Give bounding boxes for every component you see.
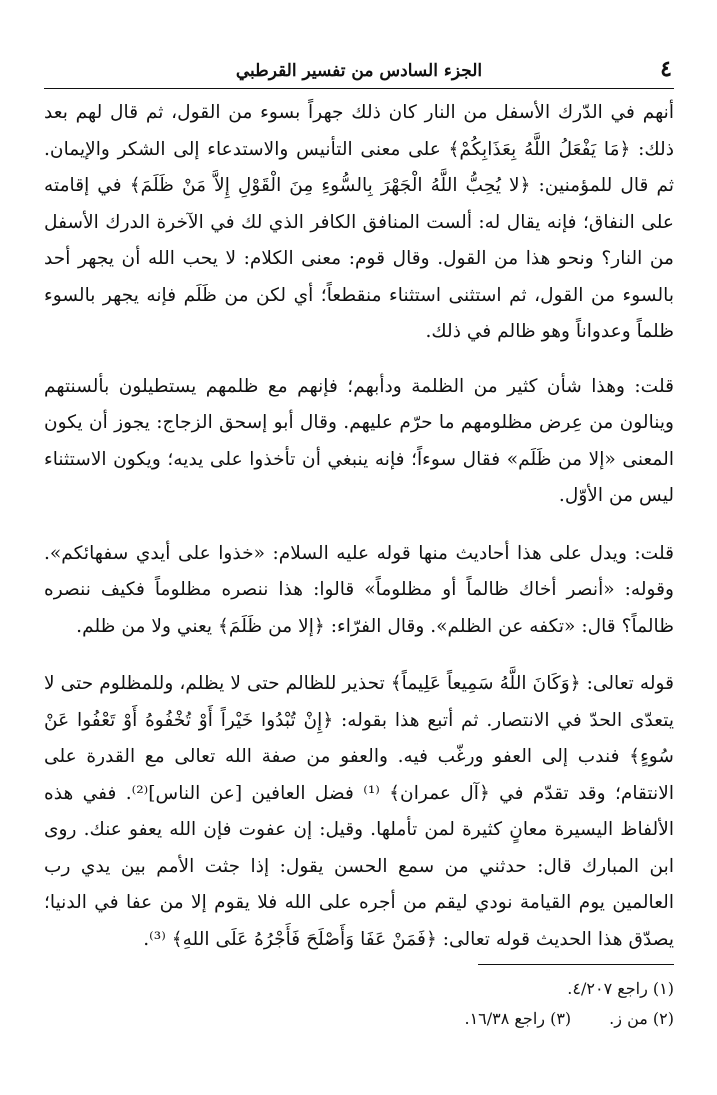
- footnote-3: (٣) راجع ١٦/٣٨.: [464, 1009, 572, 1028]
- footnote-line: [44, 1004, 674, 1034]
- page-number: ٤: [660, 56, 672, 82]
- paragraph: قلت: ويدل على هذا أحاديث منها قوله عليه السلام: «خذوا على أيدي سفهائكم». وقوله: «أنصر أخاك ظالماً أو مظلوماً» قالوا: هذا ننصره مظلوماً فكيف ننصره ظالماً؟ قال: «تكفه عن الظلم». وقال الفرّاء: ﴿إلا من ظَلَمَ﴾ يعني ولا من ظلم.: [44, 542, 674, 637]
- paragraph: قوله تعالى: ﴿وَكَانَ اللَّهُ سَمِيعاً عَلِيماً﴾ تحذير للظالم حتى لا يظلم، وللمظلوم حتى لا يتعدّى الحدّ في الانتصار. ثم أتبع هذا بقوله: ﴿إِنْ تُبْدُوا خَيْراً أَوْ تُخْفُوهُ أَوْ تَعْفُوا عَنْ سُوءٍ﴾ فندب إلى العفو ورغّب فيه. والعفو من صفة الله تعالى مع القدرة على الانتقام؛ وقد تقدّم في ﴿آل عمران﴾ ⁽¹⁾ فضل العافين [عن الناس]⁽²⁾. ففي هذه الألفاظ اليسيرة معانٍ كثيرة لمن تأملها. وقيل: إن عفوت فإن الله يعفو عنك. روى ابن المبارك قال: حدثني من سمع الحسن يقول: إذا جثت الأمم بين يدي رب العالمين يوم القيامة نودي ليقم من أجره على الله فلا يقوم إلا من عفا في الدنيا؛ يصدّق هذا الحديث قوله تعالى: ﴿فَمَنْ عَفَا وَأَصْلَحَ فَأَجْرُهُ عَلَى اللهِ﴾ ⁽³⁾.: [44, 673, 674, 950]
- footnote-2: (٢) من ز.: [609, 1009, 674, 1028]
- running-title: الجزء السادس من تفسير القرطبي: [235, 61, 483, 81]
- page-body: [44, 95, 674, 958]
- paragraph: أنهم في الدّرك الأسفل من النار كان ذلك جهراً بسوء من القول، ثم قال لهم بعد ذلك: ﴿مَا يَفْعَلُ اللَّهُ بِعَذَابِكُمْ﴾ على معنى التأنيس والاستدعاء إلى الشكر والإيمان. ثم قال للمؤمنين: ﴿لا يُحِبُّ اللَّهُ الْجَهْرَ بِالسُّوءِ مِنَ الْقَوْلِ إِلاَّ مَنْ ظَلَمَ﴾ في إقامته على النفاق؛ فإنه يقال له: ألست المنافق الكافر الذي لك في الآخرة الدرك الأسفل من النار؟ ونحو هذا من القول. وقال قوم: معنى الكلام: لا يحب الله أن يجهر أحد بالسوء من القول، ثم استثنى استثناء منقطعاً؛ أي لكن من ظَلَم فإنه يجهر بالسوء ظلماً وعدواناً وهو ظالم في ذلك.: [44, 102, 674, 342]
- footnote-line: [44, 974, 674, 1004]
- page-header: [44, 52, 674, 89]
- footnote-1: (١) راجع ٤/٢٠٧.: [567, 979, 674, 998]
- footnote-separator: [478, 964, 674, 965]
- book-page: [44, 52, 674, 1052]
- paragraph: قلت: وهذا شأن كثير من الظلمة ودأبهم؛ فإنهم مع ظلمهم يستطيلون بألسنتهم وينالون من عِرض مظلومهم ما حرّم عليهم. وقال أبو إسحق الزجاج: يجوز أن يكون المعنى «إلا من ظَلَم» فقال سوءاً؛ فإنه ينبغي أن تأخذوا على يديه؛ ويكون الاستثناء ليس من الأوّل.: [44, 375, 674, 506]
- footnotes: [44, 974, 674, 1034]
